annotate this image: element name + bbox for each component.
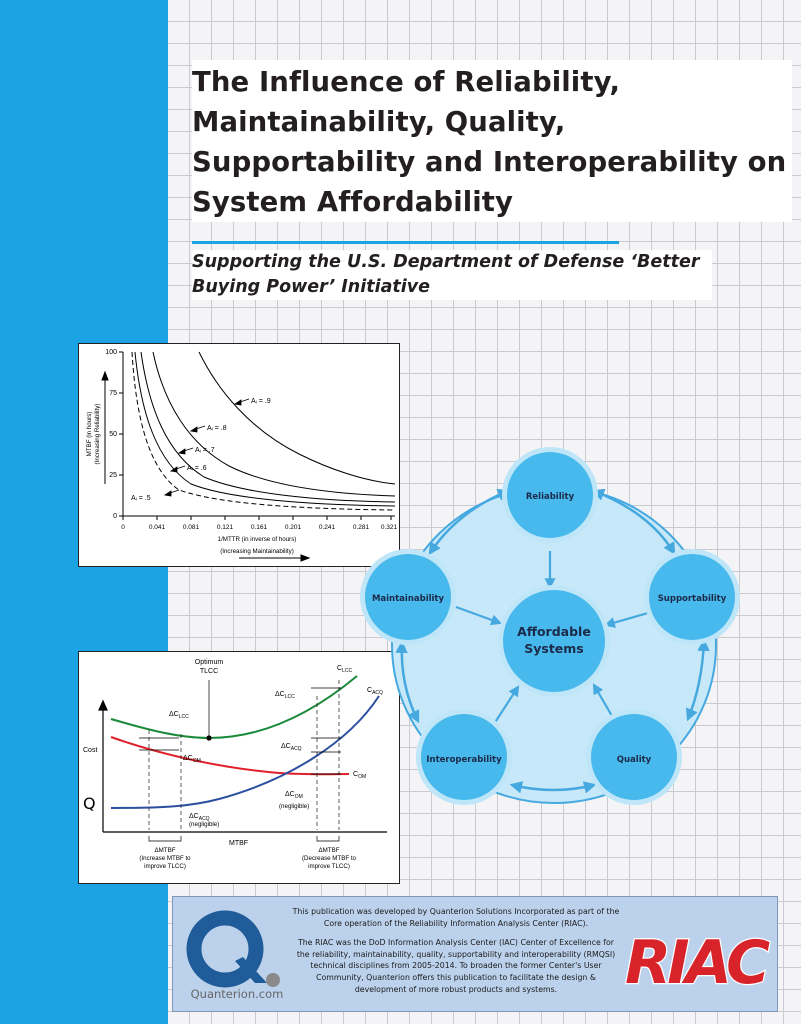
curve-ai-0.6	[135, 352, 395, 506]
curve-label: Aᵢ = .5	[131, 495, 151, 502]
title-rule	[192, 241, 619, 244]
title-block	[192, 60, 792, 222]
optimum-point	[206, 735, 211, 740]
clcc-label: $C_{LCC}$	[337, 665, 353, 674]
riac-logo	[621, 917, 771, 998]
node-interoperability-label: Interoperability	[426, 755, 502, 765]
node-maintainability-label: Maintainability	[371, 594, 445, 604]
curve-label: Aᵢ = .9	[251, 398, 271, 405]
y-tick: 25	[109, 472, 117, 479]
document-subtitle: Supporting the U.S. Department of Defense ‘Better Buying Power’ Initiative	[192, 250, 712, 300]
curve-ai-0.5	[132, 352, 395, 510]
x-tick: 0	[121, 524, 125, 531]
y-tick: 0	[113, 513, 117, 520]
affordability-diagram	[358, 445, 750, 817]
center-label: Affordable	[517, 624, 591, 639]
center-label-2: Systems	[524, 641, 584, 656]
delta-clcc-right: $\Delta C_{LCC}$	[275, 691, 295, 700]
right-mtbf-note-3: improve TLCC)	[308, 863, 350, 870]
delta-cacq-right: $\Delta C_{ACQ}$	[281, 743, 302, 752]
y-axis-label-2: (Increasing Reliability)	[94, 403, 101, 465]
optimum-label: Optimum	[194, 659, 224, 666]
node-maintainability	[360, 549, 456, 645]
optimum-label-2: TLCC	[199, 668, 219, 675]
node-quality-label: Quality	[616, 755, 652, 765]
com-curve	[111, 737, 349, 774]
right-mtbf-note: ΔMTBF	[318, 847, 340, 854]
cacq-label: $C_{ACQ}$	[367, 687, 383, 696]
cost-axis-label: Cost	[83, 747, 98, 754]
x-tick: 0.161	[250, 524, 268, 531]
fig1-axes	[119, 352, 395, 520]
x-axis-label: 1/MTTR (in inverse of hours)	[217, 536, 297, 543]
y-tick: 50	[109, 431, 117, 438]
availability-figure	[78, 343, 400, 567]
x-axis-label-2: (Increasing Maintainability)	[220, 548, 294, 555]
document-title: The Influence of Reliability, Maintainability, Quality, Supportability and Interoperability on System Affordability	[192, 66, 787, 218]
node-reliability	[502, 447, 598, 543]
x-tick: 0.041	[148, 524, 166, 531]
curve-label: Aᵢ = .8	[207, 425, 227, 432]
negligible-left: (negligible)	[189, 821, 220, 828]
x-tick: 0.201	[284, 524, 302, 531]
node-supportability-label: Supportability	[657, 594, 727, 604]
node-supportability	[644, 549, 740, 645]
left-mtbf-note-2: (Increase MTBF to	[139, 855, 191, 862]
left-mtbf-note-3: improve TLCC)	[144, 863, 186, 870]
quanterion-domain: Quanterion.com	[190, 987, 284, 1001]
negligible-right: (negligible)	[279, 803, 310, 810]
x-tick: 0.081	[182, 524, 200, 531]
footer-paragraph-1: This publication was developed by Quanterion Solutions Incorporated as part of the Core operation of the Reliability Information Analysis Center (RIAC).	[292, 907, 620, 928]
q-logo-letter: Q	[83, 794, 96, 813]
curve-ai-0.7	[141, 352, 395, 502]
y-tick: 100	[105, 349, 117, 356]
curve-label: Aᵢ = .6	[187, 465, 207, 472]
delta-cacq-left: $\Delta C_{ACQ}$	[189, 813, 210, 822]
footer-text	[291, 906, 621, 1003]
node-reliability-label: Reliability	[525, 492, 575, 502]
com-label: $C_{OM}$	[353, 771, 367, 780]
delta-com-left: $\Delta C_{OM}$	[183, 755, 201, 764]
center-node	[498, 585, 610, 697]
curve-label: Aᵢ = .7	[195, 447, 215, 454]
x-tick: 0.281	[352, 524, 370, 531]
mtbf-axis-label: MTBF	[229, 840, 249, 847]
node-interoperability	[416, 709, 512, 805]
x-tick: 0.121	[216, 524, 234, 531]
svg-text:RIAC: RIAC	[625, 928, 767, 998]
lifecycle-cost-figure	[78, 651, 400, 884]
delta-com-right: $\Delta C_{OM}$	[285, 791, 303, 800]
y-tick: 75	[109, 390, 117, 397]
footer-paragraph-2: The RIAC was the DoD Information Analysis Center (IAC) Center of Excellence for the reliability, maintainability, quality, supportability and interoperability (RMQSI) technical disciplines from 2005-2014. To broaden the former Center's User Community, Quanterion offers this publication to facilitate the design & development of more robust products and systems.	[296, 938, 616, 994]
right-mtbf-note-2: (Decrease MTBF to	[302, 855, 356, 862]
x-tick: 0.241	[318, 524, 336, 531]
x-tick: 0.321	[380, 524, 398, 531]
clcc-curve	[111, 676, 357, 738]
left-mtbf-note: ΔMTBF	[154, 847, 176, 854]
node-quality	[586, 709, 682, 805]
delta-clcc-left: $\Delta C_{LCC}$	[169, 711, 189, 720]
y-axis-label: MTBF (in hours)	[86, 411, 93, 457]
